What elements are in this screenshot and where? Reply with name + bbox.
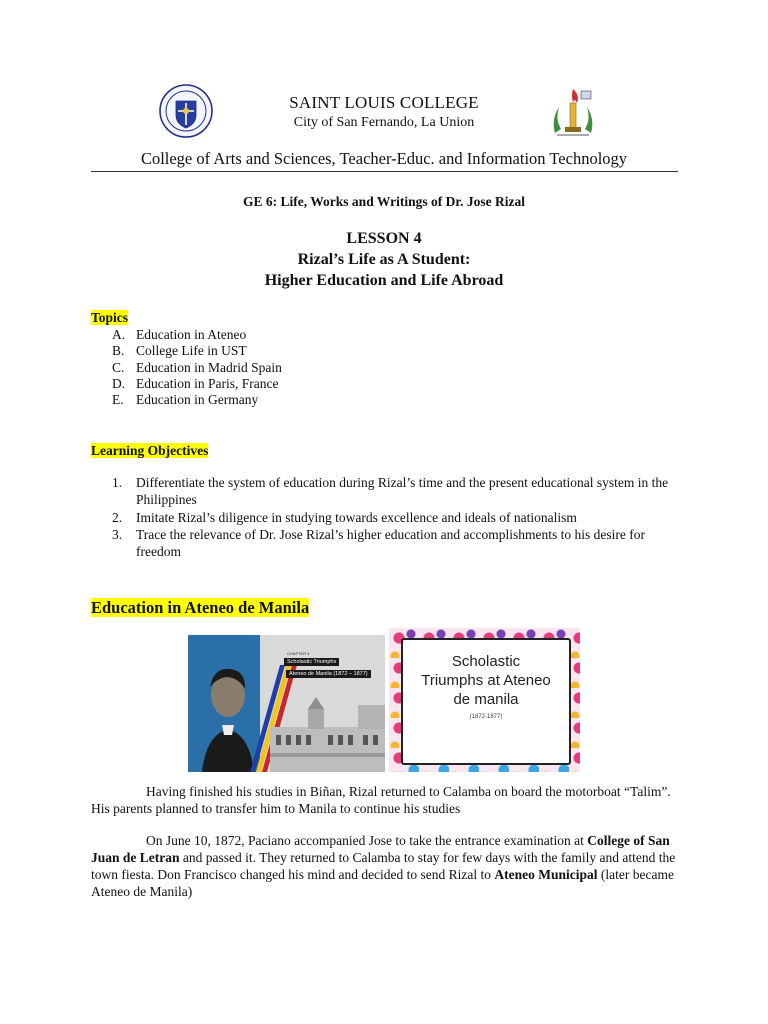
list-item: B. College Life in UST [112,343,247,359]
paragraph-1: Having finished his studies in Biñan, Rizal returned to Calamba on board the motorboat “Talim”. His parents planned to transfer him to Manila to continue his studies [91,784,671,816]
banner-tag-ateneo: Ateneo de Manila (1872 – 1877) [286,670,371,678]
banner-card-years: (1872-1877) [469,714,503,720]
banner-chapter-label: CHAPTER 4 [287,651,310,656]
list-item: 3. Trace the relevance of Dr. Jose Rizal’s higher education and accomplishments to his desire for freedom [112,526,645,560]
list-item: E. Education in Germany [112,392,259,408]
scholastic-triumphs-banner [389,628,580,772]
banner-tag-scholastic: Scholastic Triumphs [284,658,339,666]
letran-bold: College of San Juan de Letran [91,833,670,865]
objectives-label: Learning Objectives [91,443,209,458]
topics-list [112,327,282,408]
school-city: City of San Fernando, La Union [293,115,475,130]
objectives-list [112,474,672,560]
rizal-portrait-banner [188,635,385,772]
lesson-number: LESSON 4 [346,230,422,247]
list-item: 2. Imitate Rizal’s diligence in studying towards excellence and ideals of nationalism [112,509,577,525]
lesson-title-line2: Higher Education and Life Abroad [264,272,504,289]
banner-title-card [401,638,571,765]
college-name: College of Arts and Sciences, Teacher-Educ. and Information Technology [140,149,628,168]
list-item: D. Education in Paris, France [112,375,279,391]
lesson-title-block [0,228,768,291]
list-item: 1. Differentiate the system of education during Rizal’s time and the present educational system in the Philippines [112,475,669,508]
ateneo-municipal-bold: Ateneo Municipal [494,867,598,882]
section-heading: Education in Ateneo de Manila [91,598,310,617]
paragraph-2: On June 10, 1872, Paciano accompanied Jose to take the entrance examination at College of San Juan de Letran and passed it. They returned to Calamba to stay for few days with the family and attend the town fiesta. Don Francisco changed his mind and decided to send Rizal to Ateneo Municipal (later became Ateneo de Manila) [91,833,676,899]
lesson-title-line1: Rizal’s Life as A Student: [297,251,471,268]
list-item: C. Education in Madrid Spain [112,359,282,375]
course-title: GE 6: Life, Works and Writings of Dr. Jose Rizal [243,194,525,209]
school-name: SAINT LOUIS COLLEGE [289,93,479,112]
topics-label: Topics [91,310,129,325]
banner-card-title: Scholastic Triumphs at Ateneo de manila [421,653,551,708]
list-item: A. Education in Ateneo [112,327,247,342]
header-divider [91,171,678,172]
